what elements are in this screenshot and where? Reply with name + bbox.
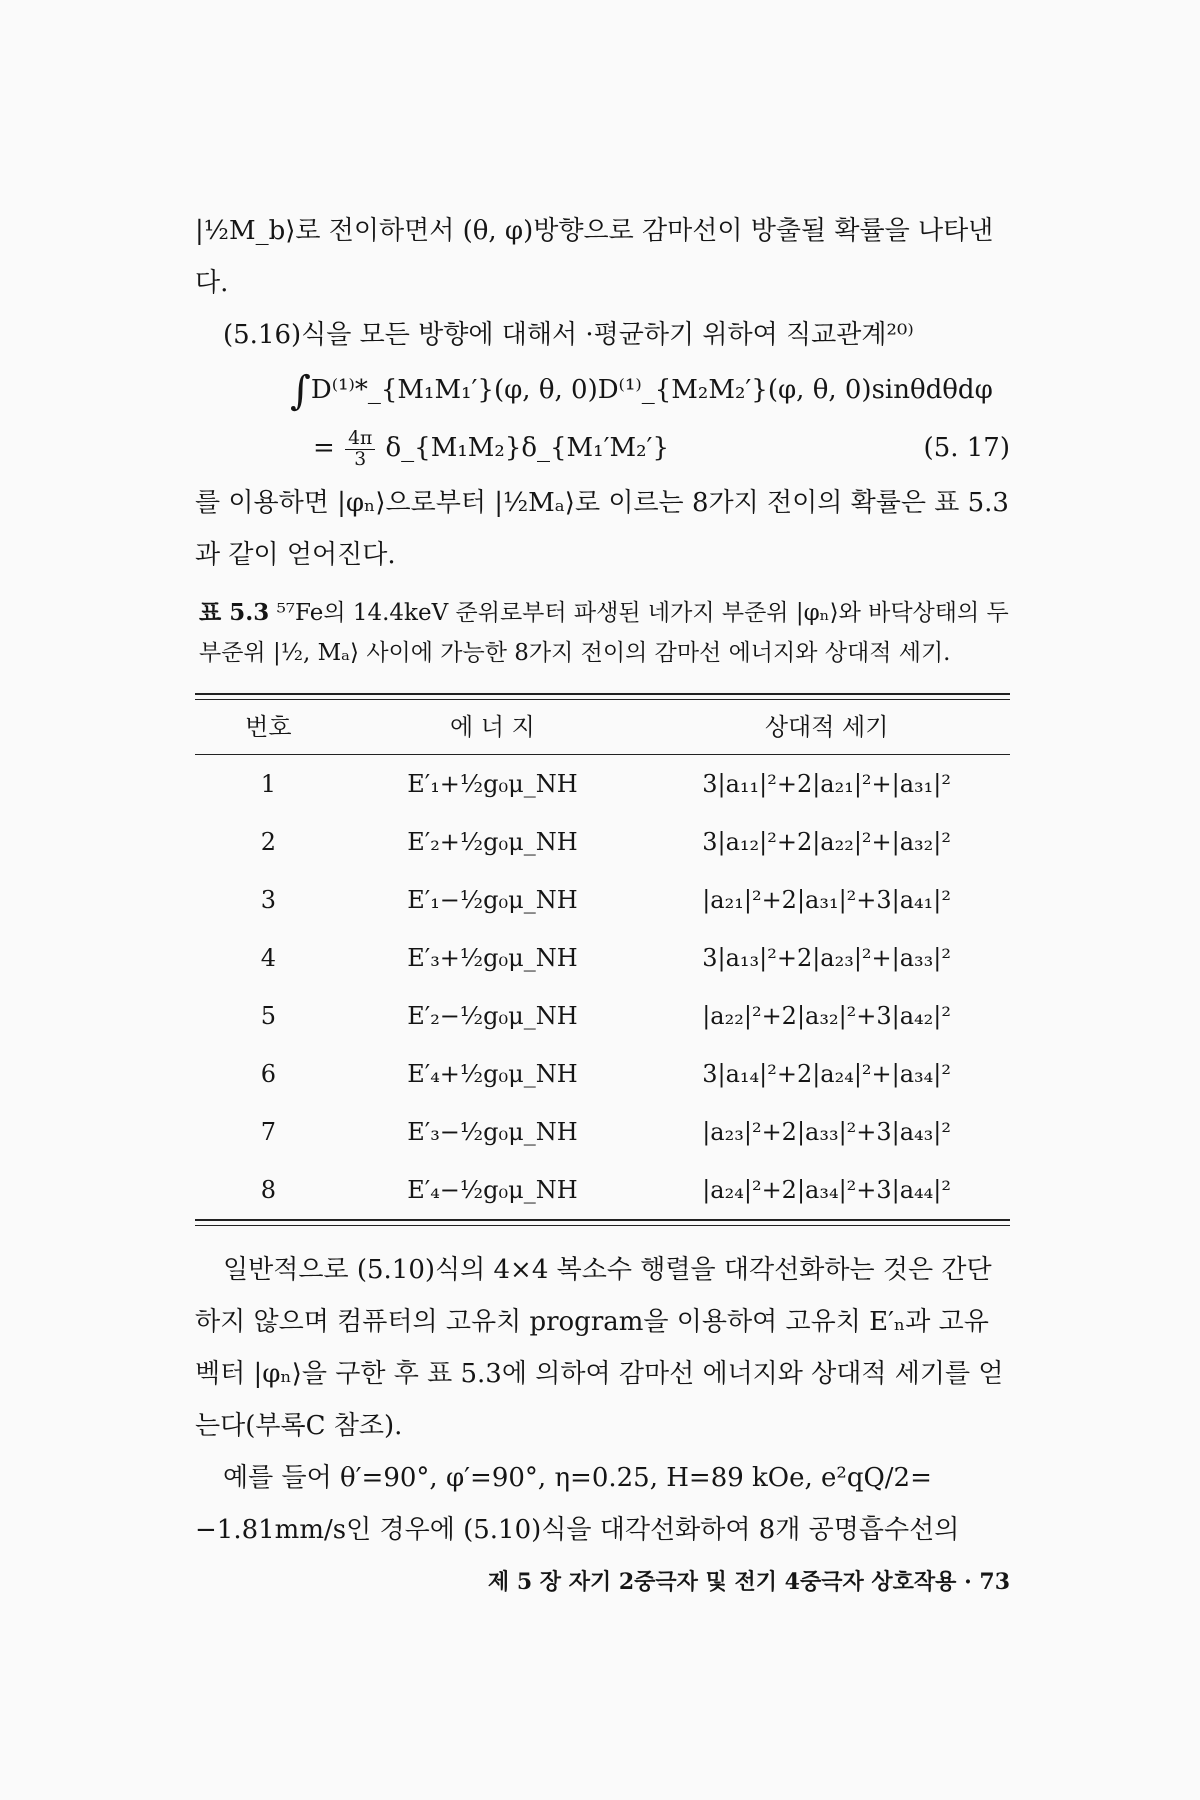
table-row: 4 E′₃+½g₀μ_NH 3|a₁₃|²+2|a₂₃|²+|a₃₃|²: [260, 944, 952, 972]
after-table-text: [195, 1244, 1010, 1556]
table-caption: [195, 593, 1010, 673]
header-number: 번호: [245, 713, 292, 741]
header-intensity: 상대적 세기: [764, 713, 889, 741]
paragraph-5: 예를 들어 θ′=90°, φ′=90°, η=0.25, H=89 kOe, e²qQ/2= −1.81mm/s인 경우에 (5.10)식을 대각선화하여 8개 공명흡수선의: [195, 1463, 960, 1545]
equation-5-17-line-1: [195, 361, 1010, 419]
table-row: 7 E′₃−½g₀μ_NH |a₂₃|²+2|a₃₃|²+3|a₄₃|²: [260, 1118, 952, 1146]
integral-sign: ∫: [290, 368, 311, 414]
table-header-row: [195, 700, 1010, 754]
table-top-rule: [195, 693, 1010, 700]
paragraph-2: (5.16)식을 모든 방향에 대해서 ·평균하기 위하여 직교관계²⁰⁾: [223, 320, 914, 350]
table-5-3: [195, 693, 1010, 1226]
table-row: 2 E′₂+½g₀μ_NH 3|a₁₂|²+2|a₂₂|²+|a₃₂|²: [260, 828, 952, 856]
equation-number: (5. 17): [923, 433, 1010, 463]
table-row: 6 E′₄+½g₀μ_NH 3|a₁₄|²+2|a₂₄|²+|a₃₄|²: [260, 1060, 952, 1088]
table-bottom-rule: [195, 1219, 1010, 1226]
table-caption-tag: 표 5.3: [199, 599, 270, 626]
header-energy: 에 너 지: [450, 713, 535, 741]
table-row: 5 E′₂−½g₀μ_NH |a₂₂|²+2|a₃₂|²+3|a₄₂|²: [260, 1002, 952, 1030]
equation-integrand: D⁽¹⁾*_{M₁M₁′}(φ, θ, 0)D⁽¹⁾_{M₂M₂′}(φ, θ, 0)sinθdθdφ: [310, 375, 993, 405]
equation-deltas: δ_{M₁M₂}δ_{M₁′M₂′}: [385, 433, 669, 463]
paragraph-4: 일반적으로 (5.10)식의 4×4 복소수 행렬을 대각선화하는 것은 간단하지 않으며 컴퓨터의 고유치 program을 이용하여 고유치 E′ₙ과 고유벡터 |φₙ⟩을 구한 후 표 5.3에 의하여 감마선 에너지와 상대적 세기를 얻는다(부록C 참조).: [195, 1255, 1004, 1441]
equation-fraction: $\frac{4\pi}{3}$: [345, 429, 375, 469]
equation-5-17-line-2: [195, 419, 1010, 477]
page-footer: 제 5 장 자기 2중극자 및 전기 4중극자 상호작용 · 73: [487, 1569, 1010, 1595]
table-row: 3 E′₁−½g₀μ_NH |a₂₁|²+2|a₃₁|²+3|a₄₁|²: [260, 886, 952, 914]
paragraph-1: |½M_b⟩로 전이하면서 (θ, φ)방향으로 감마선이 방출될 확률을 나타낸다.: [195, 216, 994, 298]
equation-equals: =: [313, 433, 335, 463]
table-row: 8 E′₄−½g₀μ_NH |a₂₄|²+2|a₃₄|²+3|a₄₄|²: [260, 1176, 952, 1204]
table-row: 1 E′₁+½g₀μ_NH 3|a₁₁|²+2|a₂₁|²+|a₃₁|²: [260, 770, 952, 798]
body-text: [195, 205, 1010, 1556]
paragraph-3: 를 이용하면 |φₙ⟩으로부터 |½Mₐ⟩로 이르는 8가지 전이의 확률은 표 5.3과 같이 얻어진다.: [195, 488, 1009, 570]
table-caption-text: ⁵⁷Fe의 14.4keV 준위로부터 파생된 네가지 부준위 |φₙ⟩와 바닥상태의 두 부준위 |½, Mₐ⟩ 사이에 가능한 8가지 전이의 감마선 에너지와 상대적 세기.: [199, 600, 1009, 666]
